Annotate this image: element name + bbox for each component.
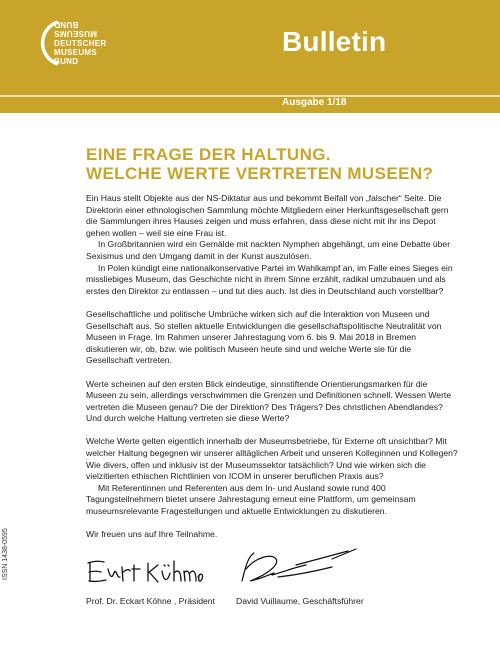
signature-area: [86, 555, 466, 615]
logo-text-1: BUND: [54, 20, 79, 29]
paragraph-2: In Großbritannien wird ein Gemälde mit nackten Nymphen abgehängt, um eine Debatte über Sexismus und den Umgang damit in der Kunst auszulösen.: [86, 239, 451, 261]
bulletin-title: Bulletin: [282, 26, 387, 57]
logo-text-4: MUSEUMS: [54, 48, 97, 57]
issue-divider: [0, 95, 500, 113]
museumsbund-logo: [32, 18, 182, 78]
signer-right: David Vuillaume, Geschäftsführer: [236, 596, 364, 606]
signature-vuillaume: [236, 545, 366, 589]
headline-line-2: WELCHE WERTE VERTRETEN MUSEEN?: [86, 164, 434, 183]
logo-text-2: MUSEUMS: [54, 29, 97, 38]
paragraph-4: Gesellschaftliche und politische Umbrüche wirken sich auf die Interaktion von Museen und Gesellschaft aus. So stellen aktuelle Entwicklungen die gesellschaftspolitische Neutralität von Museen in Frage. Im Rahmen unserer Jahrestagung vom 6. bis 9. Mai 2018 in Bremen diskutieren wir, ob, bzw. wie politisch Museen heute sind und welche Werte sie für die Gesellschaft vertreten.: [86, 308, 442, 366]
logo-text-5: BUND: [54, 57, 79, 66]
signer-left: Prof. Dr. Eckart Köhne , Präsident: [86, 596, 215, 606]
paragraph-8: Wir freuen uns auf Ihre Teilnahme.: [86, 529, 218, 540]
issue-label: Ausgabe 1/18: [282, 97, 347, 108]
paragraph-3: In Polen kündigt eine nationalkonservative Partei im Wahlkampf an, im Falle eines Sieges ein missliebiges Museum, das Geschichte nicht in ihrem Sinne erzählt, radikal umzubauen und als erstes den Direktor zu entlassen – und tut dies auch. Ist dies in Deutschland auch vorstellbar?: [86, 262, 453, 296]
headline: [86, 145, 466, 183]
logo-text-3: DEUTSCHER: [54, 39, 107, 48]
paragraph-1: Ein Haus stellt Objekte aus der NS-Diktatur aus und bekommt Beifall von „falscher“ Seite. Die Direktorin einer ethnologischen Sammlung möchte Mitgliedern einer Herkunftsgesellschaft gern die Sammlungen ihres Hauses zeigen und muss erfahren, dass diese nicht mit ihr ins Depot gehen wollen – weil sie eine Frau ist.: [86, 193, 449, 238]
article-body: [86, 193, 458, 552]
paragraph-7: Mit Referentinnen und Referenten aus dem In- und Ausland sowie rund 400 Tagungsteilnehmern bietet unsere Jahrestagung erneut eine Plattform, um gemeinsam museumsrelevante Fragestellungen und aktuelle Entwicklungen zu diskutieren.: [86, 482, 416, 517]
issn-number: ISSN 1438-0595: [2, 528, 9, 580]
signature-koehne: [86, 555, 206, 589]
paragraph-6: Welche Werte gelten eigentlich innerhalb der Museumsbetriebe, für Externe oft unsichtbar? Mit welcher Haltung begegnen wir unserer alltäglichen Arbeit und unseren Kolleginnen und Kollegen? Wie divers, offen und inklusiv ist der Museumssektor tatsächlich? Und wie wirken sich die vielzitierten ethischen Richtlinien von ICOM in unserer beruflichen Praxis aus?: [86, 436, 458, 482]
headline-line-1: EINE FRAGE DER HALTUNG.: [86, 145, 332, 164]
paragraph-5: Werte scheinen auf den ersten Blick eindeutige, sinnstiftende Orientierungsmarken für die Museen zu sein, allerdings verschwimmen die Grenzen und Definitionen schnell. Wessen Werte vertreten die Museen genau? Die der Direktion? Des Trägers? Des christlichen Abendlandes? Und durch welche Haltung vertreten sie diese Werte?: [86, 378, 452, 424]
